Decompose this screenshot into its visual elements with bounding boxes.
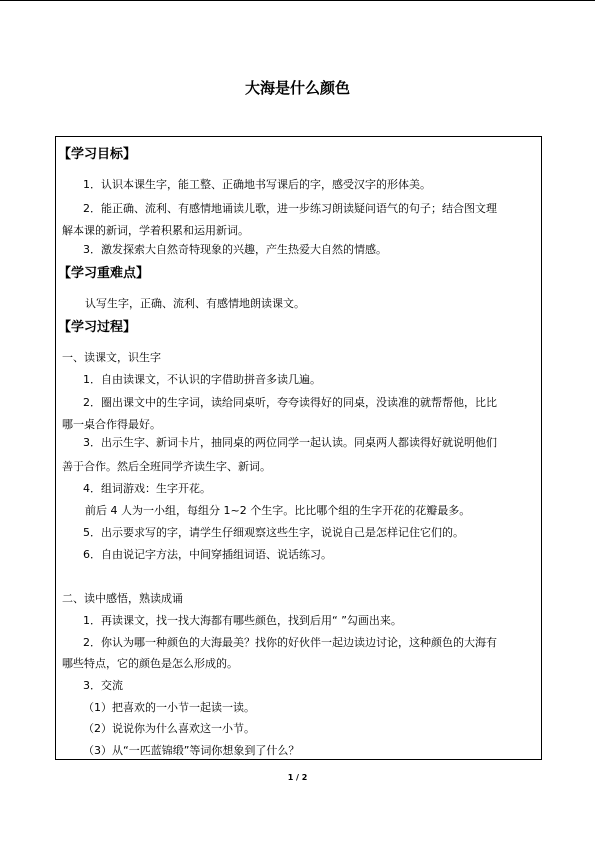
goal-item: 3．激发探索大自然奇特现象的兴趣，产生热爱大自然的情感。 xyxy=(83,243,387,256)
process-item: 3．出示生字、新词卡片，抽同桌的两位同学一起认读。同桌两人都读得好就说明他们 xyxy=(83,436,497,449)
process-item: 5．出示要求写的字，请学生仔细观察这些生字，说说自己是怎样记住它们的。 xyxy=(83,526,464,539)
process-item: （3）从“一匹蓝锦缎”等词你想象到了什么？ xyxy=(83,744,300,757)
process-item: 1．再读课文，找一找大海都有哪些颜色，找到后用“ ”勾画出来。 xyxy=(83,614,402,627)
part2-title: 二、读中感悟，熟读成诵 xyxy=(62,592,183,605)
process-item: （2）说说你为什么喜欢这一小节。 xyxy=(83,722,255,735)
process-item: 2．你认为哪一种颜色的大海最美？找你的好伙伴一起边读边讨论，这种颜色的大海有 xyxy=(83,636,497,649)
process-item: 善于合作。然后全班同学齐读生字、新词。 xyxy=(62,460,271,473)
process-item: 4．组词游戏：生字开花。 xyxy=(83,482,211,495)
process-item: 哪些特点，它的颜色是怎么形成的。 xyxy=(62,657,238,670)
page-title: 大海是什么颜色 xyxy=(244,79,350,97)
part1-title: 一、读课文，识生字 xyxy=(62,351,161,364)
process-item: 哪一桌合作得最好。 xyxy=(62,418,161,431)
process-item: 1．自由读课文，不认识的字借助拼音多读几遍。 xyxy=(83,373,321,386)
goal-item: 1．认识本课生字，能工整、正确地书写课后的字，感受汉字的形体美。 xyxy=(83,178,431,191)
process-item: 2．圈出课文中的生字词，读给同桌听，夸夸读得好的同桌，没读准的就帮帮他，比比 xyxy=(83,396,497,409)
process-item: 3．交流 xyxy=(83,679,123,692)
keypoints-text: 认写生字，正确、流利、有感情地朗读课文。 xyxy=(85,297,305,310)
process-item: （1）把喜欢的一小节一起读一读。 xyxy=(83,701,255,714)
page-number: 1 / 2 xyxy=(287,773,308,782)
process-item: 前后 4 人为一小组，每组分 1~2 个生字。比比哪个组的生字开花的花瓣最多。 xyxy=(85,504,471,517)
goal-item: 2．能正确、流利、有感情地诵读儿歌，进一步练习朗读疑问语气的句子；结合图文理 xyxy=(83,202,497,215)
goal-item: 解本课的新词，学着积累和运用新词。 xyxy=(62,224,249,237)
process-item: 6．自由说记字方法，中间穿插组词语、说话练习。 xyxy=(83,548,332,561)
goals-heading: 【学习目标】 xyxy=(58,147,137,162)
process-heading: 【学习过程】 xyxy=(58,320,137,335)
top-rule xyxy=(0,0,595,1)
content-table xyxy=(55,136,542,760)
keypoints-heading: 【学习重难点】 xyxy=(58,266,150,281)
